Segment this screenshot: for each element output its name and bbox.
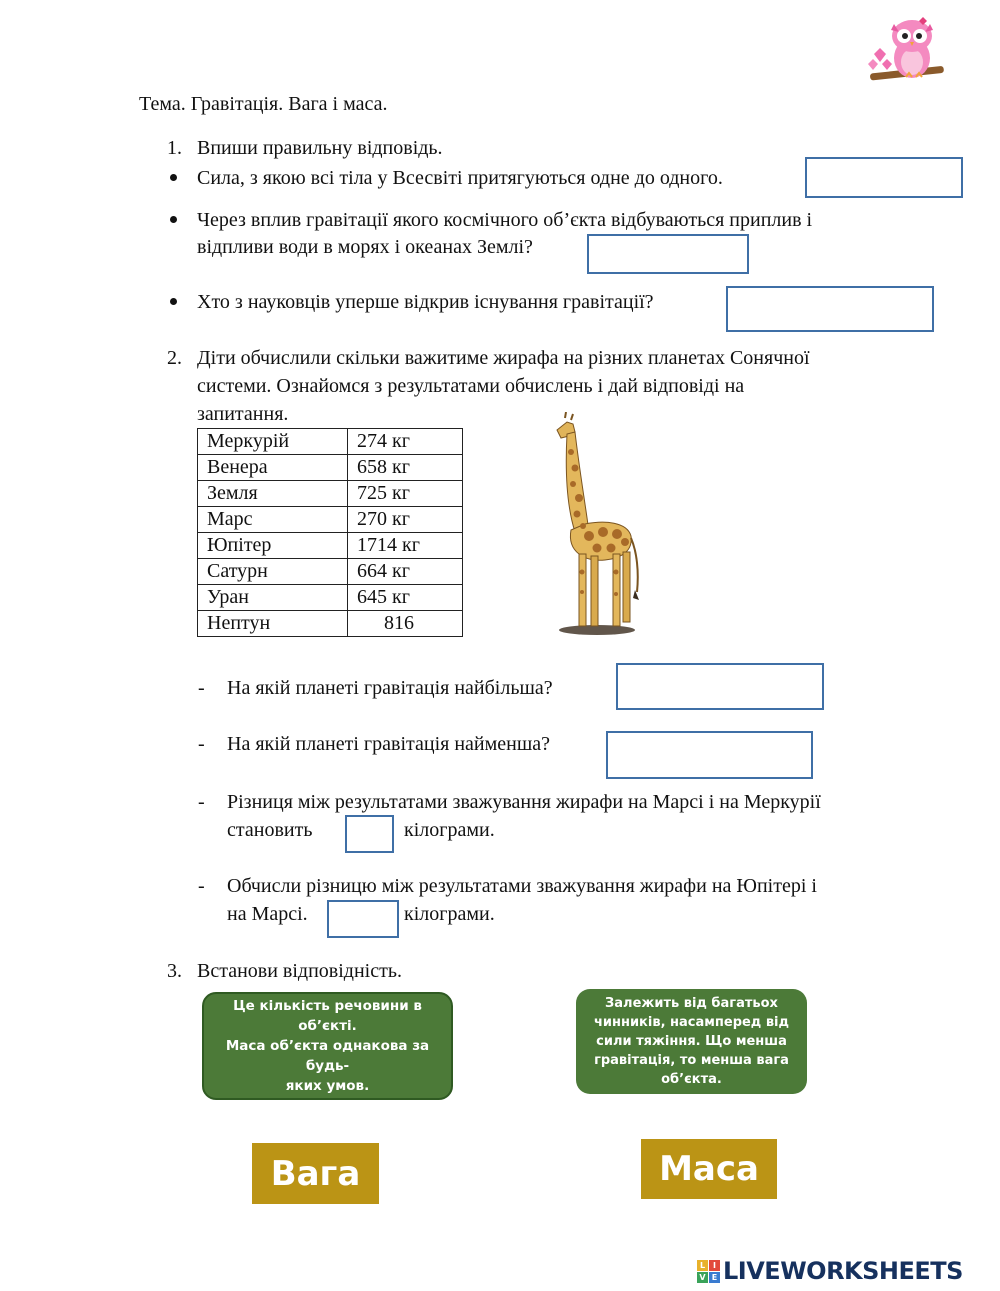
giraffe-illustration [545,412,650,640]
card-line: чинників, насамперед від [593,1015,790,1030]
logo-tile: V [697,1272,708,1283]
question-1-item-1: Сила, з якою всі тіла у Всесвіті притягуються одне до одного. [197,167,723,189]
planet-cell: Марс [198,507,348,533]
weight-cell: 725 кг [348,481,463,507]
logo-text: LIVEWORKSHEETS [723,1257,963,1285]
table-row [198,585,463,611]
definition-card-mass[interactable] [202,992,453,1100]
card-line: сили тяжіння. Що менша [596,1034,787,1049]
table-row [198,481,463,507]
answer-input-max-gravity[interactable] [616,663,824,710]
question-2d-line-2b: кілограми. [404,903,495,925]
table-row [198,559,463,585]
planet-weight-table [197,428,463,637]
bullet-icon [170,174,177,181]
question-1-item-2-line-2: відпливи води в морях і океанах Землі? [197,236,533,258]
question-2c-line-2b: кілограми. [404,819,495,841]
answer-input-cosmic-object[interactable] [587,234,749,274]
question-2-text-line-1: Діти обчислили скільки важитиме жирафа на різних планетах Сонячної [197,347,810,369]
term-tile-mass[interactable]: Маса [641,1139,777,1199]
card-line: Залежить від багатьох [605,996,778,1011]
dash-marker: - [198,791,205,813]
term-tile-weight[interactable]: Вага [252,1143,379,1204]
weight-cell: 1714 кг [348,533,463,559]
bullet-icon [170,216,177,223]
answer-input-min-gravity[interactable] [606,731,813,779]
question-2b-text: На якій планеті гравітація найменша? [227,733,551,755]
dash-marker: - [198,677,205,699]
question-3-title: Встанови відповідність. [197,960,402,982]
answer-input-mars-mercury-difference[interactable] [345,815,394,853]
card-line: гравітація, то менша вага [594,1053,789,1068]
card-line: Маса об’єкта однакова за будь- [225,1038,430,1074]
question-2-text-line-2: системи. Ознайомся з результатами обчислень і дай відповіді на [197,375,745,397]
question-1-item-3: Хто з науковців уперше відкрив існування гравітації? [197,291,654,313]
definition-card-weight-text [594,994,789,1089]
card-line: Це кількість речовини в об’єкті. [233,998,422,1034]
table-row [198,533,463,559]
answer-input-jupiter-mars-difference[interactable] [327,900,399,938]
table-row [198,429,463,455]
card-line: яких умов. [285,1078,370,1094]
question-3-number: 3. [167,960,182,982]
card-line: об’єкта. [661,1072,722,1087]
planet-cell: Уран [198,585,348,611]
logo-tile: L [697,1260,708,1271]
planet-cell: Сатурн [198,559,348,585]
question-2d-line-2a: на Марсі. [227,903,308,925]
question-2-text-line-3: запитання. [197,403,289,425]
definition-card-mass-text [204,996,451,1096]
question-2c-line-1: Різниця між результатами зважування жирафи на Марсі і на Меркурії [227,791,821,813]
logo-mark-icon [697,1260,720,1283]
planet-cell: Нептун [198,611,348,637]
question-2a-text: На якій планеті гравітація найбільша? [227,677,553,699]
planet-cell: Меркурій [198,429,348,455]
table-row [198,611,463,637]
logo-tile: I [709,1260,720,1271]
question-2d-line-1: Обчисли різницю між результатами зважування жирафи на Юпітері і [227,875,817,897]
question-2-number: 2. [167,347,182,369]
weight-cell: 274 кг [348,429,463,455]
weight-cell: 658 кг [348,455,463,481]
owl-illustration [864,14,946,90]
weight-cell: 664 кг [348,559,463,585]
answer-input-gravity-force[interactable] [805,157,963,198]
weight-cell: 270 кг [348,507,463,533]
planet-cell: Венера [198,455,348,481]
question-1-number: 1. [167,137,182,159]
logo-tile: E [709,1272,720,1283]
weight-cell: 645 кг [348,585,463,611]
dash-marker: - [198,875,205,897]
planet-cell: Юпітер [198,533,348,559]
bullet-icon [170,298,177,305]
worksheet-topic: Тема. Гравітація. Вага і маса. [139,93,388,115]
liveworksheets-logo [697,1256,997,1286]
answer-input-scientist[interactable] [726,286,934,332]
question-1-title: Впиши правильну відповідь. [197,137,443,159]
table-row [198,507,463,533]
dash-marker: - [198,733,205,755]
table-row [198,455,463,481]
question-1-item-2-line-1: Через вплив гравітації якого космічного об’єкта відбуваються приплив і [197,209,813,231]
question-2c-line-2a: становить [227,819,313,841]
weight-cell: 816 [348,611,463,637]
planet-cell: Земля [198,481,348,507]
definition-card-weight[interactable] [576,989,807,1094]
